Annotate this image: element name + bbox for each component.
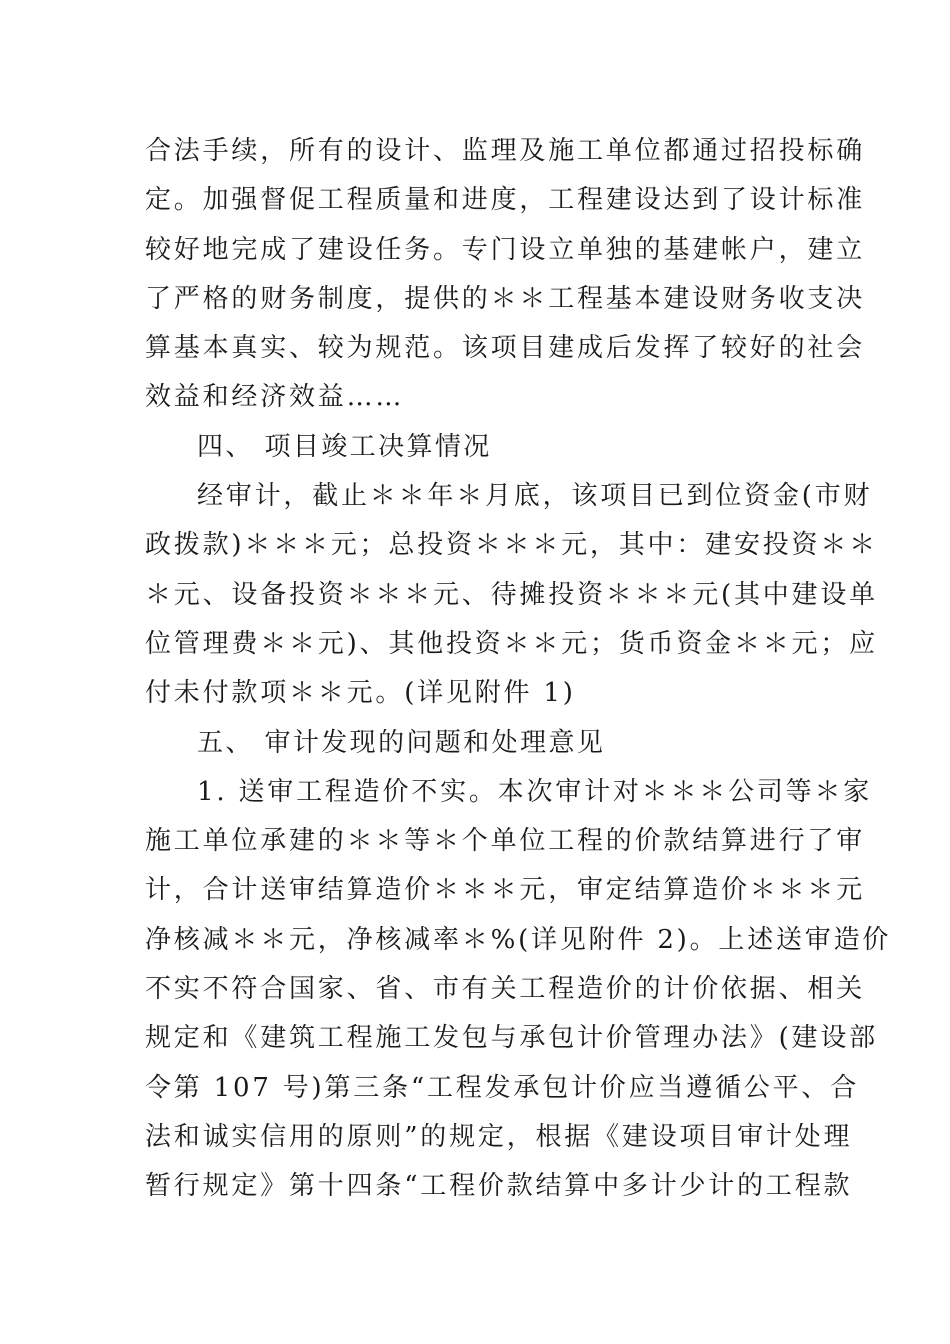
text-line: 定。加强督促工程质量和进度，工程建设达到了设计标准 <box>145 185 866 216</box>
text-line: 位管理费＊＊元)、其他投资＊＊元；货币资金＊＊元；应 <box>145 628 878 659</box>
text-line: 了严格的财务制度，提供的＊＊工程基本建设财务收支决 <box>145 283 866 314</box>
text-line: 1. 送审工程造价不实。本次审计对＊＊＊公司等＊家 <box>197 776 873 807</box>
text-line: 效益和经济效益…… <box>145 382 405 413</box>
text-line: 政拨款)＊＊＊元；总投资＊＊＊元，其中：建安投资＊＊ <box>145 530 878 561</box>
text-line: 施工单位承建的＊＊等＊个单位工程的价款结算进行了审 <box>145 826 866 857</box>
text-line: 算基本真实、较为规范。该项目建成后发挥了较好的社会 <box>145 333 866 364</box>
text-line: 计，合计送审结算造价＊＊＊元，审定结算造价＊＊＊元 <box>145 875 866 906</box>
text-line: 合法手续，所有的设计、监理及施工单位都通过招投标确 <box>145 136 866 166</box>
text-line: 令第 107 号)第三条“工程发承包计价应当遵循公平、合 <box>145 1072 859 1103</box>
document-body <box>145 127 892 1212</box>
text-line: 规定和《建筑工程施工发包与承包计价管理办法》(建设部 <box>145 1023 878 1054</box>
section-heading-5: 五、 审计发现的问题和处理意见 <box>197 727 606 758</box>
text-line: 暂行规定》第十四条“工程价款结算中多计少计的工程款 <box>145 1171 853 1202</box>
text-line: 净核减＊＊元，净核减率＊%(详见附件 2)。上述送审造价 <box>145 924 892 955</box>
text-line: 付未付款项＊＊元。(详见附件 1) <box>145 678 576 709</box>
text-line: 法和诚实信用的原则”的规定，根据《建设项目审计处理 <box>145 1121 853 1152</box>
text-line: ＊元、设备投资＊＊＊元、待摊投资＊＊＊元(其中建设单 <box>145 579 878 610</box>
text-line: 较好地完成了建设任务。专门设立单独的基建帐户，建立 <box>145 234 866 265</box>
section-heading-4: 四、 项目竣工决算情况 <box>197 431 492 462</box>
text-line: 经审计，截止＊＊年＊月底，该项目已到位资金(市财 <box>197 481 873 512</box>
text-line: 不实不符合国家、省、市有关工程造价的计价依据、相关 <box>145 974 866 1005</box>
